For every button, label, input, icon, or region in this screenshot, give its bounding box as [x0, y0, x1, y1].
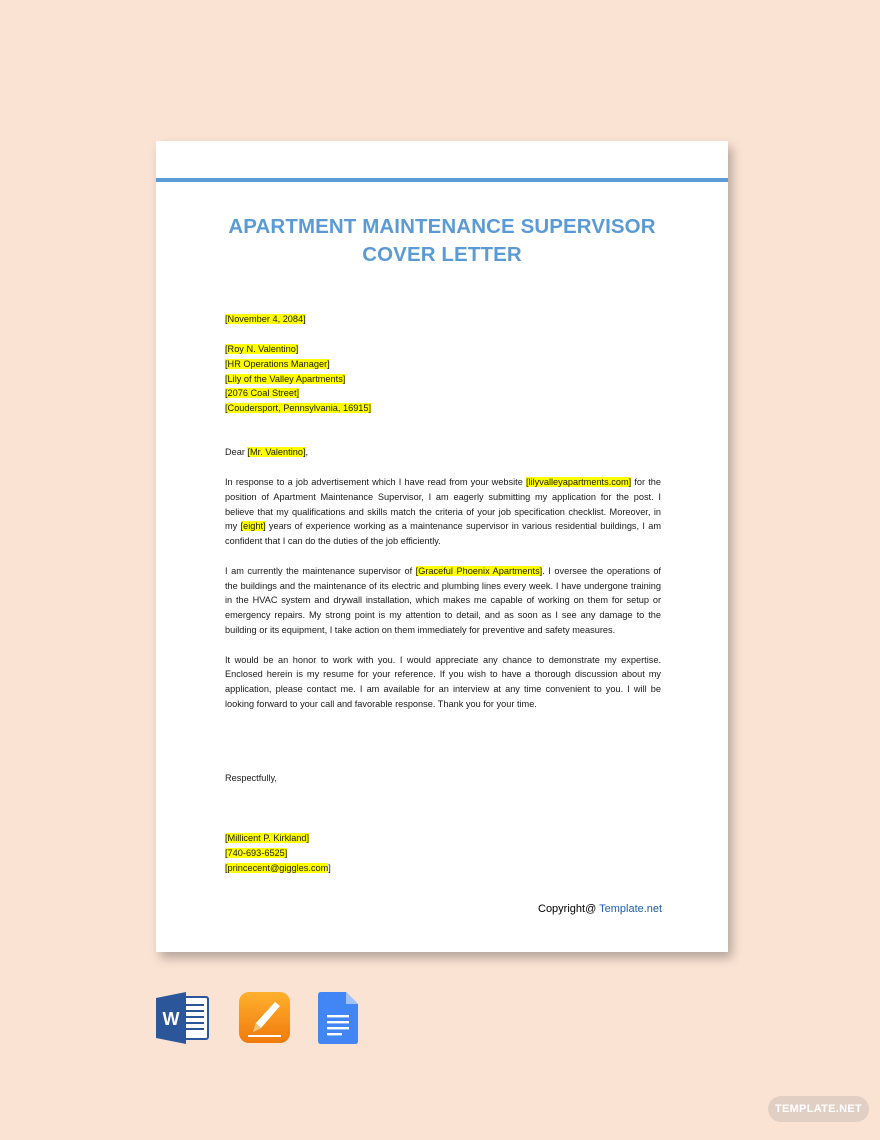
- employer-placeholder: [Graceful Phoenix Apartments]: [415, 565, 543, 576]
- salutation-prefix: Dear: [225, 447, 248, 457]
- title-line-1: APARTMENT MAINTENANCE SUPERVISOR: [228, 215, 656, 238]
- google-docs-icon[interactable]: [318, 992, 358, 1044]
- recipient-company: [Lily of the Valley Apartments]: [225, 373, 346, 384]
- paragraph-1: In response to a job advertisement which I have read from your website [lilyvalleyapartments.com] for the position of Apartment Maintenance Supervisor, I am eagerly submitting my application for the post. I believe that my qualifications and skills match the criteria of your job specification checklist. Moreover, in my [eight] years of experience working as a maintenance supervisor in various residential buildings, I am confident that I can do the duties of the job efficiently.: [225, 477, 661, 547]
- years-placeholder: [eight]: [240, 521, 266, 532]
- recipient-position: [HR Operations Manager]: [225, 358, 330, 369]
- sender-phone: [740-693-6525]: [225, 847, 288, 858]
- copyright-line: Copyright@ Template.net: [538, 903, 663, 915]
- recipient-address: [225, 342, 661, 416]
- letter-body: [225, 475, 661, 712]
- salutation-suffix: ,: [305, 447, 309, 457]
- recipient-street: [2076 Coal Street]: [225, 388, 300, 399]
- letter-page: [156, 141, 728, 952]
- closing: Respectfully,: [225, 773, 277, 783]
- template-net-watermark: TEMPLATE.NET: [768, 1096, 869, 1122]
- template-net-link[interactable]: Template.net: [599, 903, 663, 915]
- date-line: [225, 312, 661, 327]
- paragraph-2: I am currently the maintenance supervisor of [Graceful Phoenix Apartments]. I oversee the operations of the buildings and the maintenance of its electric and plumbing lines every week. I have undergone training in the HVAC system and drywall installation, which makes me capable of working on them for setup or emergency repairs. My strong point is my attention to detail, and as soon as I see any damage to the building or its equipment, I take action on them immediately for preventive and safety measures.: [225, 565, 661, 635]
- sender-email: [princecent@giggles.com]: [225, 862, 331, 873]
- document-title: [156, 213, 728, 269]
- recipient-city: [Coudersport, Pennsylvania, 16915]: [225, 403, 372, 414]
- sender-signature: [225, 831, 661, 875]
- paragraph-3: It would be an honor to work with you. I would appreciate any chance to demonstrate my expertise. Enclosed herein is my resume for your reference. If you wish to have a thorough discussion about my application, please contact me. I am available for an interview at any time convenient to you. I will be looking forward to your call and favorable response. Thank you for your time.: [225, 654, 661, 709]
- word-icon[interactable]: [156, 992, 210, 1044]
- date: [November 4, 2084]: [225, 314, 306, 324]
- pages-icon[interactable]: [239, 992, 291, 1044]
- salutation: [225, 445, 661, 460]
- header-rule: [156, 178, 728, 182]
- website-placeholder: [lilyvalleyapartments.com]: [525, 477, 632, 487]
- salutation-name: [Mr. Valentino]: [247, 447, 306, 457]
- sender-name: [Millicent P. Kirkland]: [225, 833, 310, 843]
- title-line-2: COVER LETTER: [362, 243, 522, 266]
- svg-text:W: W: [162, 1009, 180, 1029]
- recipient-name: [Roy N. Valentino]: [225, 344, 299, 354]
